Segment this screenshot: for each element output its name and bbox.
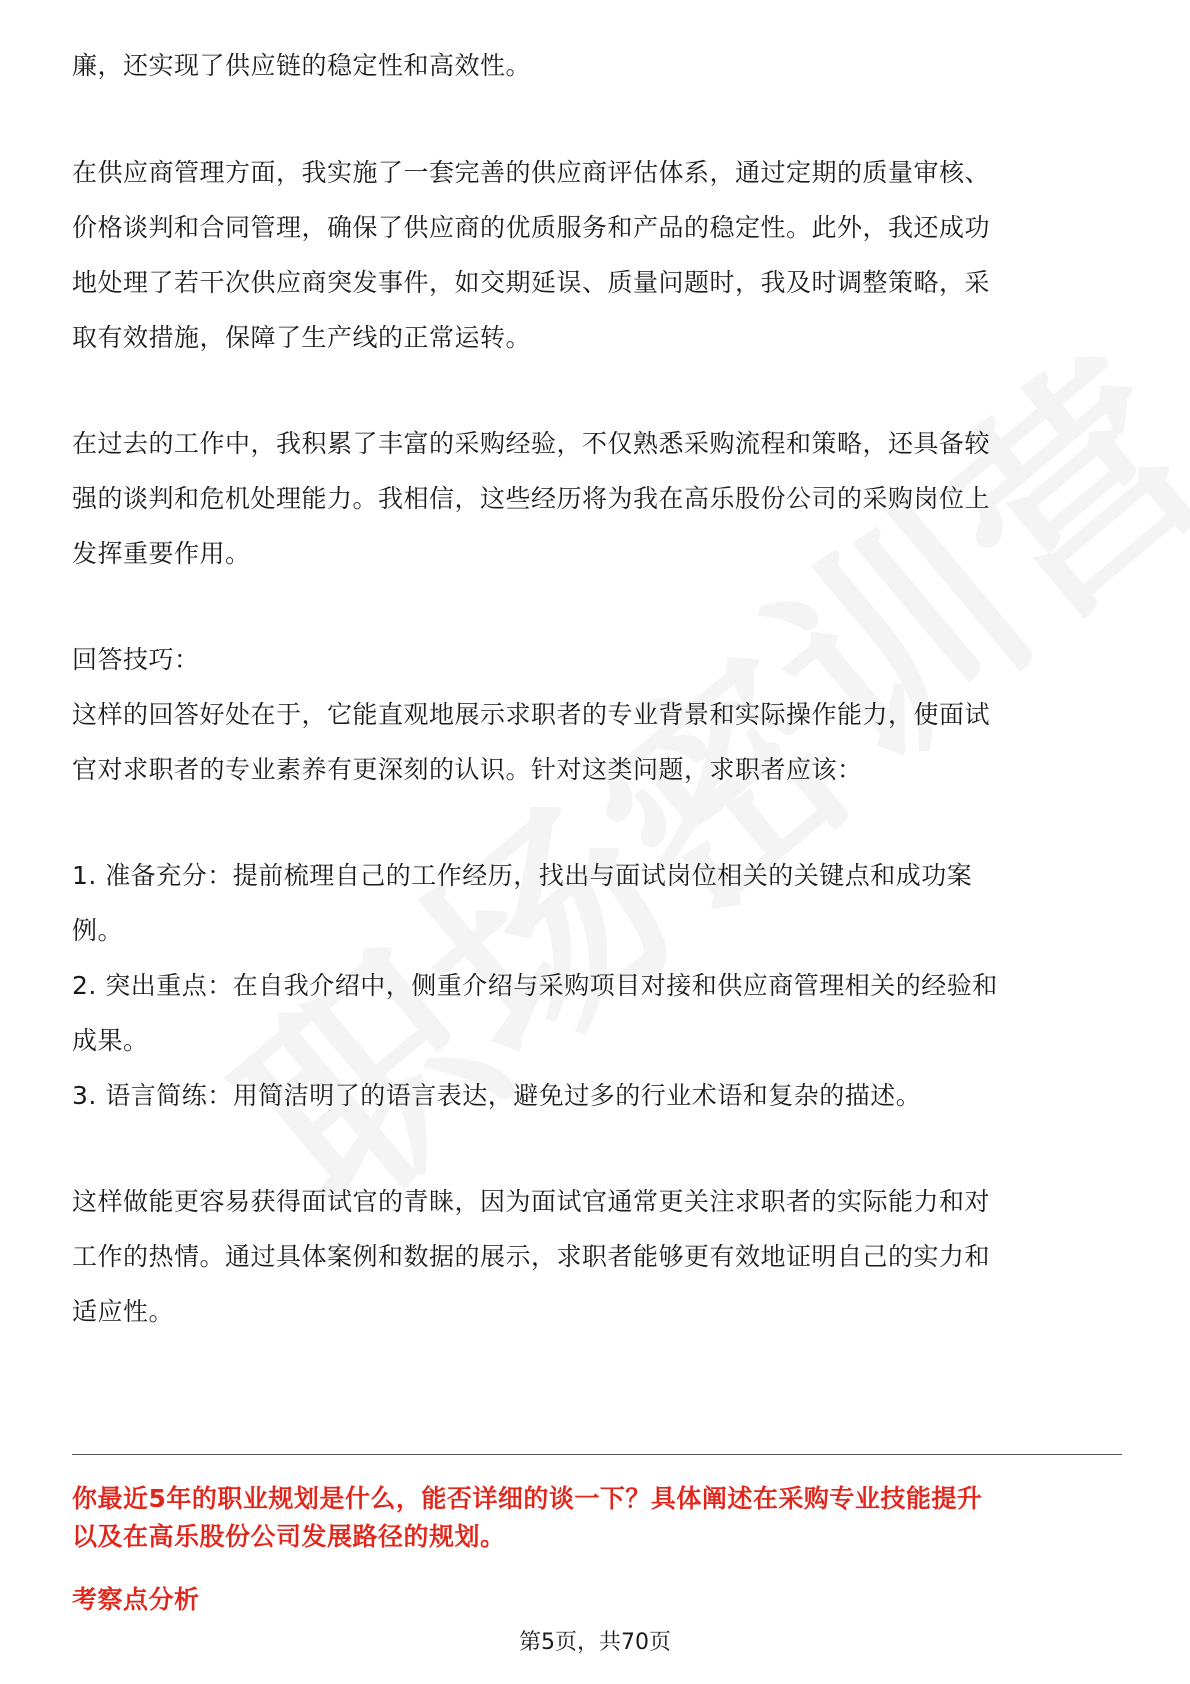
list-item: 2. 突出重点：在自我介绍中，侧重介绍与采购项目对接和供应商管理相关的经验和 <box>72 971 998 1000</box>
body-line: 官对求职者的专业素养有更深刻的认识。针对这类问题，求职者应该： <box>72 755 863 784</box>
list-item: 3. 语言简练：用简洁明了的语言表达，避免过多的行业术语和复杂的描述。 <box>72 1081 922 1110</box>
list-item: 1. 准备充分：提前梳理自己的工作经历，找出与面试岗位相关的关键点和成功案 <box>72 861 973 890</box>
body-line: 取有效措施，保障了生产线的正常运转。 <box>72 323 532 352</box>
tips-heading: 回答技巧： <box>72 645 200 674</box>
interview-question-continued: 以及在高乐股份公司发展路径的规划。 <box>72 1522 506 1551</box>
body-line: 廉，还实现了供应链的稳定性和高效性。 <box>72 51 532 80</box>
body-line: 适应性。 <box>72 1297 175 1326</box>
body-line: 在供应商管理方面，我实施了一套完善的供应商评估体系，通过定期的质量审核、 <box>72 158 991 187</box>
page-number: 第5页，共70页 <box>519 1630 671 1655</box>
list-item-continued: 例。 <box>72 916 124 945</box>
body-line: 在过去的工作中，我积累了丰富的采购经验，不仅熟悉采购流程和策略，还具备较 <box>72 429 991 458</box>
list-item-continued: 成果。 <box>72 1026 149 1055</box>
body-line: 价格谈判和合同管理，确保了供应商的优质服务和产品的稳定性。此外，我还成功 <box>72 213 991 242</box>
body-line: 发挥重要作用。 <box>72 539 251 568</box>
body-line: 强的谈判和危机处理能力。我相信，这些经历将为我在高乐股份公司的采购岗位上 <box>72 484 991 513</box>
body-line: 工作的热情。通过具体案例和数据的展示，求职者能够更有效地证明自己的实力和 <box>72 1242 991 1271</box>
body-line: 这样的回答好处在于，它能直观地展示求职者的专业背景和实际操作能力，使面试 <box>72 700 991 729</box>
body-line: 地处理了若干次供应商突发事件，如交期延误、质量问题时，我及时调整策略，采 <box>72 268 991 297</box>
section-divider <box>72 1454 1122 1455</box>
interview-question: 你最近5年的职业规划是什么，能否详细的谈一下？具体阐述在采购专业技能提升 <box>72 1484 983 1513</box>
body-line: 这样做能更容易获得面试官的青睐，因为面试官通常更关注求职者的实际能力和对 <box>72 1187 991 1216</box>
section-heading: 考察点分析 <box>72 1585 200 1614</box>
